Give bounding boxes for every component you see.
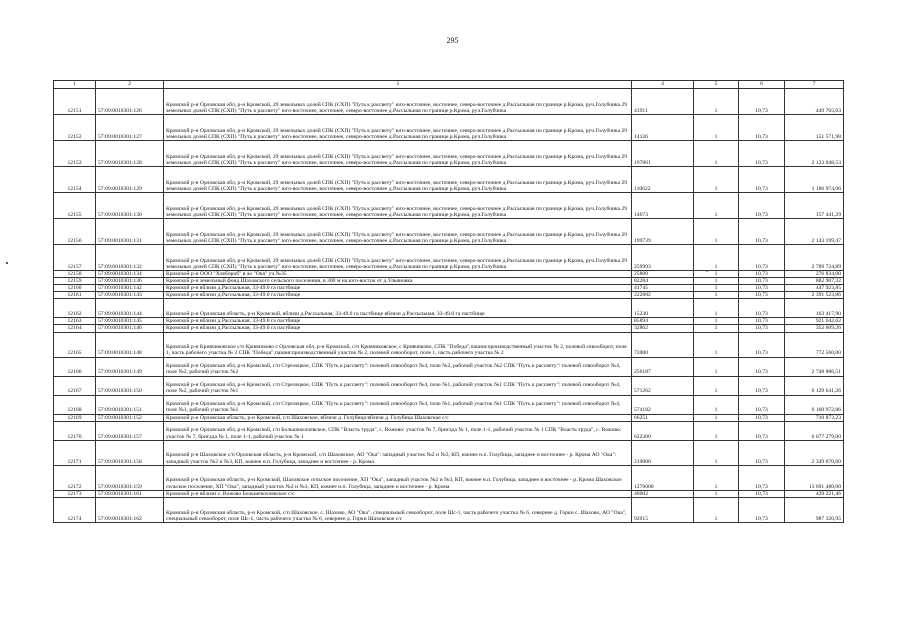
rate-value: 10,73 <box>739 421 785 440</box>
column-5-value: 1 <box>694 245 739 271</box>
cadastral-number: 57:09:0010301:130 <box>96 193 164 219</box>
cadastral-number: 57:09:0010301:144 <box>96 299 164 318</box>
header-col-7: 7 <box>785 81 844 89</box>
area-value: 25800 <box>632 271 694 278</box>
area-value: 219000 <box>632 440 694 465</box>
cadastral-number: 57:09:0010301:132 <box>96 245 164 271</box>
cadastral-number: 57:09:0010301:131 <box>96 219 164 245</box>
cadastral-number: 57:09:0010301:149 <box>96 357 164 376</box>
table-row <box>54 115 844 141</box>
column-5-value: 1 <box>694 193 739 219</box>
location-description: Кромской р-н Орловская область, р-н Кромской, Шаховское сельское поселение, ХП "Ока", западный участок №2 и №3, КП, южнее н.п. Голубица, западнее и восточнее - р. Крома Шаховское сельское поселение, ХП "Ока", западный участок №2 и №3, КП, южнее н.п. Голубица, западнее и восточнее - р. Крома <box>164 465 632 490</box>
table-row <box>54 325 844 332</box>
cadastral-value: 163 417,90 <box>785 299 844 318</box>
cadastral-number: 57:09:0010301:126 <box>96 89 164 115</box>
location-description: Кромской р-н Орловская обл, р-н Кромской, 29 земельных долей СПК (СХП) "Путь к рассвету" юго-восточнее, восточнее, северо-восточнее д.Рассыльная по границе р.Крома, руч.Голубчика 29 земельных долей СПК (СХП) "Путь к рассвету" юго-восточнее, восточнее, северо-восточнее д.Рассыльная по границе р.Крома, руч.Голубчика <box>164 193 632 219</box>
stray-dash-mark: - <box>706 269 708 275</box>
rate-value: 10,73 <box>739 219 785 245</box>
table-row <box>54 440 844 465</box>
row-number: 12165 <box>54 332 96 357</box>
header-col-4: 4 <box>632 81 694 89</box>
rate-value: 10,73 <box>739 490 785 497</box>
rate-value: 10,73 <box>739 299 785 318</box>
location-description: Кромской р-н земельный фонд Шаховского сельского поселения, в 300 м на юго-восток от д.Ульяновка <box>164 278 632 285</box>
cadastral-value: 13 691 480,00 <box>785 465 844 490</box>
area-value: 574182 <box>632 395 694 414</box>
area-value: 571262 <box>632 376 694 395</box>
cadastral-value: 447 923,85 <box>785 285 844 292</box>
cadastral-number: 57:09:0010301:152 <box>96 414 164 421</box>
column-5-value: 1 <box>694 421 739 440</box>
table-row <box>54 89 844 115</box>
cadastral-value: 429 221,46 <box>785 490 844 497</box>
location-description: Кромской р-н вблизи д.Рассыльная, 33-49.0 га пастбище <box>164 318 632 325</box>
area-value: 15230 <box>632 299 694 318</box>
area-value: 66251 <box>632 414 694 421</box>
cadastral-value: 6 160 972,86 <box>785 395 844 414</box>
cadastral-number: 57:09:0010301:136 <box>96 278 164 285</box>
table-row <box>54 271 844 278</box>
table-row <box>54 285 844 292</box>
cadastral-number: 57:09:0010301:128 <box>96 141 164 167</box>
rate-value: 10,73 <box>739 278 785 285</box>
location-description: Кромской р-н вблизи с. Вожово Большеколчевское с/с <box>164 490 632 497</box>
area-value: 197861 <box>632 141 694 167</box>
location-description: Кромской р-н вблизи д.Рассыльная, 33-49.0 га пастбище <box>164 292 632 299</box>
location-description: Кромской р-н Орловская обл, р-н Кромской, с/п Большеколчевское, СПК "Власть труда", с. Вожово: участок № 7, бригада № 1, поле 1-1, рабочий участок № 1 СПК "Власть труда", с. Вожово: участок № 7, бригада № 1, поле 1-1, рабочий участок № 1 <box>164 421 632 440</box>
location-description: Кромской р-н Кривчиковское с/п Кривчиково с Орловская обл, р-н Кромской, с/п Кривчиковское, с Кривчиково, СПК "Победа",пашня:производственный участок № 2, полевой севооборот, поле 1, часть рабочего участка № 2 СПК "Победа",пашня:производственный участок № 2, полевой севооборот, поле 1, часть рабочего участка № 2 <box>164 332 632 357</box>
rate-value: 10,73 <box>739 318 785 325</box>
cadastral-value: 987 320,95 <box>785 497 844 522</box>
cadastral-number: 57:09:0010301:127 <box>96 115 164 141</box>
location-description: Кромской р-н вблизи д.Рассыльная, 33-49.0 га пастбище <box>164 325 632 332</box>
area-value: 72000 <box>632 332 694 357</box>
cadastral-value: 151 571,98 <box>785 115 844 141</box>
location-description: Кромской р-н Орловская обл, р-н Кромской, 29 земельных долей СПК (СХП) "Путь к рассвету" юго-восточнее, восточнее, северо-восточнее д.Рассыльная по границе р.Крома, руч.Голубчика 29 земельных долей СПК (СХП) "Путь к рассвету" юго-восточнее, восточнее, северо-восточнее д.Рассыльная по границе р.Крома, руч.Голубчика <box>164 141 632 167</box>
table-row <box>54 414 844 421</box>
area-value: 85894 <box>632 318 694 325</box>
row-number: 12156 <box>54 219 96 245</box>
column-5-value: 1 <box>694 318 739 325</box>
cadastral-value: 2 748 886,51 <box>785 357 844 376</box>
row-number: 12154 <box>54 167 96 193</box>
cadastral-value: 352 609,26 <box>785 325 844 332</box>
rate-value: 10,73 <box>739 115 785 141</box>
location-description: Кромской р-н Орловская обл, р-н Кромской, с/п Стрелецкое, СПК "Путь к рассвету": полевой севооборот №4, поле №1, рабочий участок №1 СПК "Путь к рассвету": полевой севооборот №4, поле №1, рабочий участок №1 <box>164 395 632 414</box>
location-description: Кромской р-н Орловская обл, р-н Кромской, 29 земельных долей СПК (СХП) "Путь к рассвету" юго-восточнее, восточнее, северо-восточнее д.Рассыльная по границе р.Крома, руч.Голубчика 29 земельных долей СПК (СХП) "Путь к рассвету" юго-восточнее, восточнее, северо-восточнее д.Рассыльная по границе р.Крома, руч.Голубчика <box>164 245 632 271</box>
rate-value: 10,73 <box>739 332 785 357</box>
table-row <box>54 421 844 440</box>
row-number: 12171 <box>54 440 96 465</box>
cadastral-value: 2 123 048,53 <box>785 141 844 167</box>
page-number: 295 <box>446 36 459 45</box>
cadastral-value: 921 642,62 <box>785 318 844 325</box>
rate-value: 10,73 <box>739 376 785 395</box>
area-value: 110622 <box>632 167 694 193</box>
header-col-1: 1 <box>54 81 96 89</box>
column-5-value: 1 <box>694 497 739 522</box>
column-5-value: 1 <box>694 271 739 278</box>
area-value: 622300 <box>632 421 694 440</box>
location-description: Кромской р-н Орловская область, р-н Кромской, вблизи д.Рассыльная, 33-49.0 га пастбище вблизи д.Рассыльная, 33-49.0 га пастбище <box>164 299 632 318</box>
location-description: Кромской р-н Орловская обл, р-н Кромской, с/п Стрелецкое, СПК "Путь к рассвету": полевой севооборот №4, поле №1, рабочий участок №1 СПК "Путь к рассвету": полевой севооборот №4, поле №2, рабочий участок №1 <box>164 376 632 395</box>
column-5-value: 1 <box>694 89 739 115</box>
cadastral-number: 57:09:0010301:134 <box>96 271 164 278</box>
rate-value: 10,73 <box>739 440 785 465</box>
area-value: 14126 <box>632 115 694 141</box>
header-col-2: 2 <box>96 81 164 89</box>
cadastral-value: 2 143 199,47 <box>785 219 844 245</box>
table-row <box>54 376 844 395</box>
cadastral-number: 57:09:0010301:143 <box>96 292 164 299</box>
column-5-value: 1 <box>694 490 739 497</box>
area-value: 1276000 <box>632 465 694 490</box>
table-row <box>54 395 844 414</box>
row-number: 12168 <box>54 395 96 414</box>
cadastral-value: 6 677 279,00 <box>785 421 844 440</box>
table-row <box>54 490 844 497</box>
header-col-3: 3 <box>164 81 632 89</box>
column-5-value: 1 <box>694 440 739 465</box>
header-col-5: 5 <box>694 81 739 89</box>
area-value: 14673 <box>632 193 694 219</box>
row-number: 12151 <box>54 89 96 115</box>
table-row <box>54 318 844 325</box>
column-5-value: 1 <box>694 357 739 376</box>
cadastral-number: 57:09:0010301:145 <box>96 318 164 325</box>
land-register-table <box>53 80 844 523</box>
column-5-value: 1 <box>694 414 739 421</box>
row-number: 12163 <box>54 318 96 325</box>
table-row <box>54 219 844 245</box>
rate-value: 10,73 <box>739 141 785 167</box>
rate-value: 10,73 <box>739 414 785 421</box>
row-number: 12169 <box>54 414 96 421</box>
table-row <box>54 497 844 522</box>
column-5-value: 1 <box>694 292 739 299</box>
cadastral-number: 57:09:0010301:151 <box>96 395 164 414</box>
row-number: 12161 <box>54 292 96 299</box>
column-5-value: 1 <box>694 285 739 292</box>
cadastral-number: 57:09:0010301:162 <box>96 497 164 522</box>
row-number: 12158 <box>54 271 96 278</box>
row-number: 12153 <box>54 141 96 167</box>
column-5-value: 1 <box>694 332 739 357</box>
table-row <box>54 141 844 167</box>
row-number: 12166 <box>54 357 96 376</box>
location-description: Кромской р-н Орловская обл, р-н Кромской, с/п Стрелецкое, СПК "Путь к рассвету": полевой севооборот №4, поле №2, рабочий участок №2 СПК "Путь к рассвету": полевой севооборот №4, поле №2, рабочий участок №2 <box>164 357 632 376</box>
row-number: 12157 <box>54 245 96 271</box>
cadastral-number: 57:09:0010301:142 <box>96 285 164 292</box>
row-number: 12167 <box>54 376 96 395</box>
area-value: 40002 <box>632 490 694 497</box>
row-number: 12170 <box>54 421 96 440</box>
area-value: 92015 <box>632 497 694 522</box>
cadastral-value: 1 186 974,06 <box>785 167 844 193</box>
cadastral-value: 882 907,32 <box>785 278 844 285</box>
location-description: Кромской р-н Шаховское с/п Орловская область, р-н Кромской, с/п Шаховское, АО "Ока": западный участок №2 и №3, КП, южнее н.п. Голубица, западнее и восточнее - р. Крома АО "Ока": западный участок №2 и №3, КП, южнее н.п. Голубица, западнее и восточнее - р. Крома <box>164 440 632 465</box>
row-number: 12155 <box>54 193 96 219</box>
location-description: Кромской р-н Орловская обл, р-н Кромской, 29 земельных долей СПК (СХП) "Путь к рассвету" юго-восточнее, восточнее, северо-восточнее д.Рассыльная по границе р.Крома, руч.Голубчика 29 земельных долей СПК (СХП) "Путь к рассвету" юго-восточнее, восточнее, северо-восточнее д.Рассыльная по границе р.Крома, руч.Голубчика <box>164 167 632 193</box>
cadastral-number: 57:09:0010301:159 <box>96 465 164 490</box>
location-description: Кромской р-н вблизи д.Рассыльная, 33-49.0 га пастбище <box>164 285 632 292</box>
row-number: 12160 <box>54 285 96 292</box>
area-value: 32862 <box>632 325 694 332</box>
rate-value: 10,73 <box>739 285 785 292</box>
table-row <box>54 299 844 318</box>
cadastral-value: 772 560,00 <box>785 332 844 357</box>
column-5-value: 1 <box>694 376 739 395</box>
column-5-value: 1 <box>694 219 739 245</box>
column-5-value: 1 <box>694 299 739 318</box>
rate-value: 10,73 <box>739 167 785 193</box>
rate-value: 10,73 <box>739 325 785 332</box>
row-number: 12162 <box>54 299 96 318</box>
row-number: 12172 <box>54 465 96 490</box>
cadastral-value: 2 789 724,89 <box>785 245 844 271</box>
cadastral-value: 2 391 523,86 <box>785 292 844 299</box>
column-5-value: 1 <box>694 395 739 414</box>
area-value: 41911 <box>632 89 694 115</box>
table-row <box>54 278 844 285</box>
cadastral-number: 57:09:0010301:161 <box>96 490 164 497</box>
column-5-value: 1 <box>694 141 739 167</box>
location-description: Кромской р-н Орловская область, р-н Кромской, с/п Шаховское, вблизи д. Голубица вблизи д. Голубица Шаховское с/с <box>164 414 632 421</box>
row-number: 12159 <box>54 278 96 285</box>
rate-value: 10,73 <box>739 395 785 414</box>
column-5-value: 1 <box>694 325 739 332</box>
cadastral-number: 57:09:0010301:129 <box>96 167 164 193</box>
row-number: 12173 <box>54 490 96 497</box>
table-row <box>54 332 844 357</box>
table-row <box>54 167 844 193</box>
cadastral-value: 2 349 870,00 <box>785 440 844 465</box>
cadastral-number: 57:09:0010301:157 <box>96 421 164 440</box>
rate-value: 10,73 <box>739 292 785 299</box>
cadastral-value: 710 873,23 <box>785 414 844 421</box>
location-description: Кромской р-н Орловская область, р-н Кромской, с/п Шаховское, с. Шахово, АО "Ока", специальный севооборот, поле Шс-1, часть рабочего участка № 6, севернее д. Горки с. Шахово, АО "Ока", специальный севооборот, поле Шс-1, часть рабочего участка № 6, севернее д. Горки Шаховское с/с <box>164 497 632 522</box>
area-value: 41745 <box>632 285 694 292</box>
table-body <box>54 81 844 523</box>
rate-value: 10,73 <box>739 245 785 271</box>
area-value: 259993 <box>632 245 694 271</box>
cadastral-value: 157 441,29 <box>785 193 844 219</box>
location-description: Кромской р-н Орловская обл, р-н Кромской, 29 земельных долей СПК (СХП) "Путь к рассвету" юго-восточнее, восточнее, северо-восточнее д.Рассыльная по границе р.Крома, руч.Голубчика 29 земельных долей СПК (СХП) "Путь к рассвету" юго-восточнее, восточнее, северо-восточнее д.Рассыльная по границе р.Крома, руч.Голубчика <box>164 219 632 245</box>
table-row <box>54 292 844 299</box>
cadastral-value: 276 834,00 <box>785 271 844 278</box>
area-value: 256187 <box>632 357 694 376</box>
location-description: Кромской р-н Орловская обл, р-н Кромской, 29 земельных долей СПК (СХП) "Путь к рассвету" юго-восточнее, восточнее, северо-восточнее д.Рассыльная по границе р.Крома, руч.Голубчика 29 земельных долей СПК (СХП) "Путь к рассвету" юго-восточнее, восточнее, северо-восточнее д.Рассыльная по границе р.Крома, руч.Голубчика <box>164 89 632 115</box>
area-value: 199739 <box>632 219 694 245</box>
cadastral-value: 449 705,03 <box>785 89 844 115</box>
cadastral-number: 57:09:0010301:146 <box>96 325 164 332</box>
area-value: 82284 <box>632 278 694 285</box>
rate-value: 10,73 <box>739 357 785 376</box>
column-5-value: 1 <box>694 465 739 490</box>
cadastral-number: 57:09:0010301:148 <box>96 332 164 357</box>
header-row <box>54 81 844 89</box>
column-5-value: 1 <box>694 278 739 285</box>
rate-value: 10,73 <box>739 465 785 490</box>
row-number: 12152 <box>54 115 96 141</box>
cadastral-number: 57:09:0010301:158 <box>96 440 164 465</box>
area-value: 222882 <box>632 292 694 299</box>
table-row <box>54 465 844 490</box>
column-5-value: 1 <box>694 115 739 141</box>
location-description: Кромской р-н Орловская обл, р-н Кромской, 29 земельных долей СПК (СХП) "Путь к рассвету" юго-восточнее, восточнее, северо-восточнее д.Рассыльная по границе р.Крома, руч.Голубчика 29 земельных долей СПК (СХП) "Путь к рассвету" юго-восточнее, восточнее, северо-восточнее д.Рассыльная по границе р.Крома, руч.Голубчика <box>164 115 632 141</box>
margin-dot <box>6 262 8 264</box>
cadastral-number: 57:09:0010301:150 <box>96 376 164 395</box>
cadastral-value: 6 129 641,26 <box>785 376 844 395</box>
rate-value: 10,73 <box>739 271 785 278</box>
location-description: Кромской р-н ООО "Хлебороб" в ао "Ока" уч.№35 <box>164 271 632 278</box>
table-row <box>54 245 844 271</box>
column-5-value: 1 <box>694 167 739 193</box>
rate-value: 10,73 <box>739 497 785 522</box>
table-row <box>54 193 844 219</box>
row-number: 12174 <box>54 497 96 522</box>
rate-value: 10,73 <box>739 193 785 219</box>
header-col-6: 6 <box>739 81 785 89</box>
row-number: 12164 <box>54 325 96 332</box>
table-row <box>54 357 844 376</box>
rate-value: 10,73 <box>739 89 785 115</box>
